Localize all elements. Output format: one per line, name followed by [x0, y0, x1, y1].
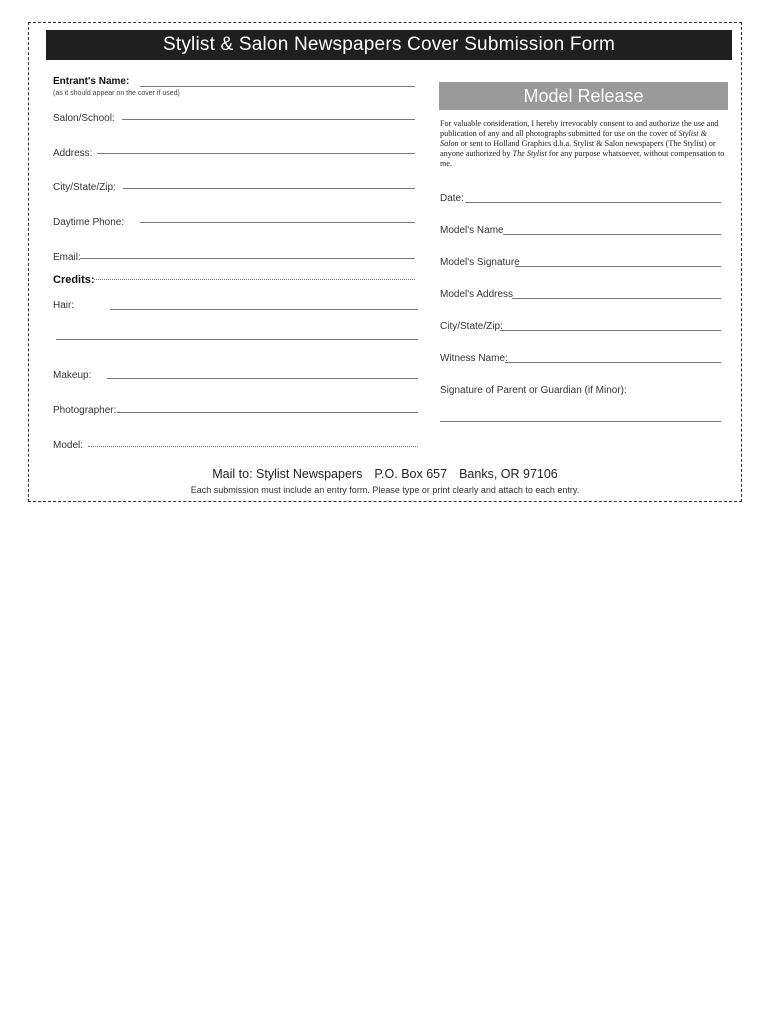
- mail-to-label: Mail to:: [212, 467, 253, 481]
- makeup-label: Makeup:: [53, 370, 92, 381]
- model-release-heading: Model Release: [439, 82, 728, 110]
- credits-heading: Credits:: [53, 274, 95, 286]
- model-field[interactable]: [88, 446, 418, 447]
- daytime-phone-field[interactable]: [140, 222, 415, 223]
- photographer-field[interactable]: [117, 412, 418, 413]
- release-city-state-zip-field[interactable]: [500, 330, 721, 331]
- hair-field-second-line[interactable]: [56, 339, 418, 340]
- entrant-name-field[interactable]: [140, 86, 415, 87]
- company-name: Stylist Newspapers: [256, 467, 363, 481]
- entrant-name-hint: (as it should appear on the cover if used): [53, 90, 180, 97]
- address-field[interactable]: [97, 153, 415, 154]
- city-state-zip-field[interactable]: [123, 188, 415, 189]
- consent-text: For valuable consideration, I hereby irrevocably consent to and authorize the use and publication of any and all photographs submitted for use on the cover of Stylist & Salon or sent to Holland Graphics d.b.a. Stylist & Salon newspapers (The Stylist) or anyone authorized by The Stylist for any purpose whatsoever, without compensation to me.: [440, 119, 725, 168]
- model-name-label: Model's Name: [440, 225, 504, 236]
- witness-name-field[interactable]: [505, 362, 721, 363]
- city-state-zip-label: City/State/Zip:: [53, 182, 116, 193]
- address-label: Address:: [53, 148, 93, 159]
- entrant-name-label: Entrant's Name:: [53, 76, 130, 87]
- makeup-field[interactable]: [107, 378, 418, 379]
- hair-field[interactable]: [110, 309, 418, 310]
- release-city-state-zip-label: City/State/Zip:: [440, 321, 503, 332]
- model-signature-label: Model's Signature: [440, 257, 520, 268]
- po-box: P.O. Box 657: [374, 467, 448, 481]
- email-field[interactable]: [80, 258, 415, 259]
- salon-school-field[interactable]: [122, 119, 415, 120]
- email-label: Email:: [53, 252, 81, 263]
- mailing-address: [0, 467, 770, 481]
- release-date-field[interactable]: [465, 202, 721, 203]
- model-signature-field[interactable]: [515, 266, 721, 267]
- release-date-label: Date:: [440, 193, 464, 204]
- model-address-label: Model's Address: [440, 289, 514, 300]
- city-state-zip: Banks, OR 97106: [459, 467, 558, 481]
- photographer-label: Photographer:: [53, 405, 117, 416]
- model-address-field[interactable]: [512, 298, 721, 299]
- model-name-field[interactable]: [503, 234, 721, 235]
- witness-name-label: Witness Name:: [440, 353, 508, 364]
- credits-divider: [94, 279, 415, 280]
- guardian-signature-field[interactable]: [440, 421, 721, 422]
- model-label: Model:: [53, 440, 84, 451]
- submission-note: Each submission must include an entry form. Please type or print clearly and attach to each entry.: [190, 485, 580, 495]
- form-title: Stylist & Salon Newspapers Cover Submission Form: [46, 30, 732, 60]
- guardian-signature-label: Signature of Parent or Guardian (if Minor):: [440, 385, 627, 396]
- hair-label: Hair:: [53, 300, 75, 311]
- daytime-phone-label: Daytime Phone:: [53, 217, 125, 228]
- salon-school-label: Salon/School:: [53, 113, 115, 124]
